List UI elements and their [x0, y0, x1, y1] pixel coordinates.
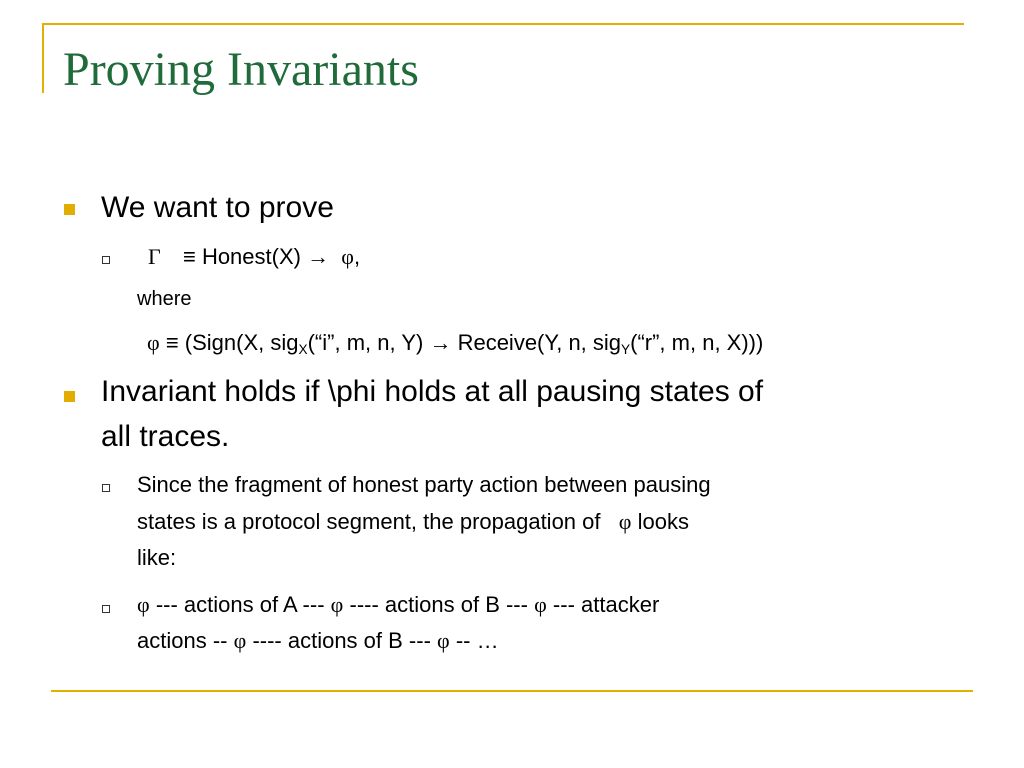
hollow-square-bullet-icon [102, 256, 110, 264]
formula-sign-args: (“i”, m, n, Y) [307, 330, 424, 355]
formula-subscript-y: Y [621, 342, 631, 358]
phi-symbol: φ [233, 628, 247, 653]
propagation-line-1 [137, 592, 659, 618]
phi-symbol: φ [437, 628, 450, 653]
propagation-segment: ---- actions of B --- [349, 592, 528, 617]
bottom-divider-line [51, 690, 973, 692]
phi-symbol: φ [341, 244, 354, 269]
bullet-invariant-holds-line-2: all traces. [101, 420, 230, 453]
phi-symbol: φ [618, 509, 632, 534]
propagation-segment: --- attacker [552, 592, 660, 617]
square-bullet-icon [64, 391, 75, 402]
equiv-symbol: ≡ [182, 244, 196, 269]
phi-symbol: φ [330, 592, 344, 617]
where-label: where [137, 288, 192, 310]
top-divider-line [42, 23, 964, 25]
fragment-text-line-3: like: [137, 545, 177, 570]
implies-arrow: → [307, 244, 330, 269]
fragment-text: looks [637, 509, 689, 534]
fragment-text-line-2 [137, 509, 689, 535]
hollow-square-bullet-icon [102, 484, 110, 492]
formula-sign-part: (Sign(X, sig [184, 330, 299, 355]
phi-symbol: φ [137, 592, 150, 617]
invariant-definition-line [148, 244, 360, 270]
propagation-line-2 [137, 628, 499, 654]
implies-arrow: → [429, 330, 452, 355]
phi-symbol: φ [534, 592, 547, 617]
hollow-square-bullet-icon [102, 605, 110, 613]
equiv-symbol: ≡ [165, 330, 179, 355]
slide-title: Proving Invariants [63, 43, 419, 96]
propagation-segment: actions -- [137, 628, 228, 653]
trailing-comma: , [353, 244, 361, 269]
square-bullet-icon [64, 204, 75, 215]
fragment-text: states is a protocol segment, the propagation of [137, 509, 601, 534]
fragment-text-line-1: Since the fragment of honest party action between pausing [137, 472, 711, 497]
formula-receive-args: (“r”, m, n, X))) [630, 330, 764, 355]
phi-formula-line [147, 330, 763, 356]
phi-symbol: φ [147, 330, 160, 355]
gamma-symbol: Γ [148, 244, 161, 269]
propagation-segment: -- … [455, 628, 499, 653]
bullet-invariant-holds-line-1: Invariant holds if \phi holds at all pausing states of [101, 375, 764, 408]
formula-receive-part: Receive(Y, n, sig [457, 330, 622, 355]
formula-subscript-x: X [298, 342, 308, 358]
honest-predicate: Honest(X) [201, 244, 301, 269]
bullet-we-want-to-prove [101, 190, 334, 226]
bullet-text: We want to prove [101, 191, 334, 224]
left-accent-line [42, 23, 44, 93]
propagation-segment: ---- actions of B --- [252, 628, 431, 653]
propagation-segment: --- actions of A --- [155, 592, 325, 617]
